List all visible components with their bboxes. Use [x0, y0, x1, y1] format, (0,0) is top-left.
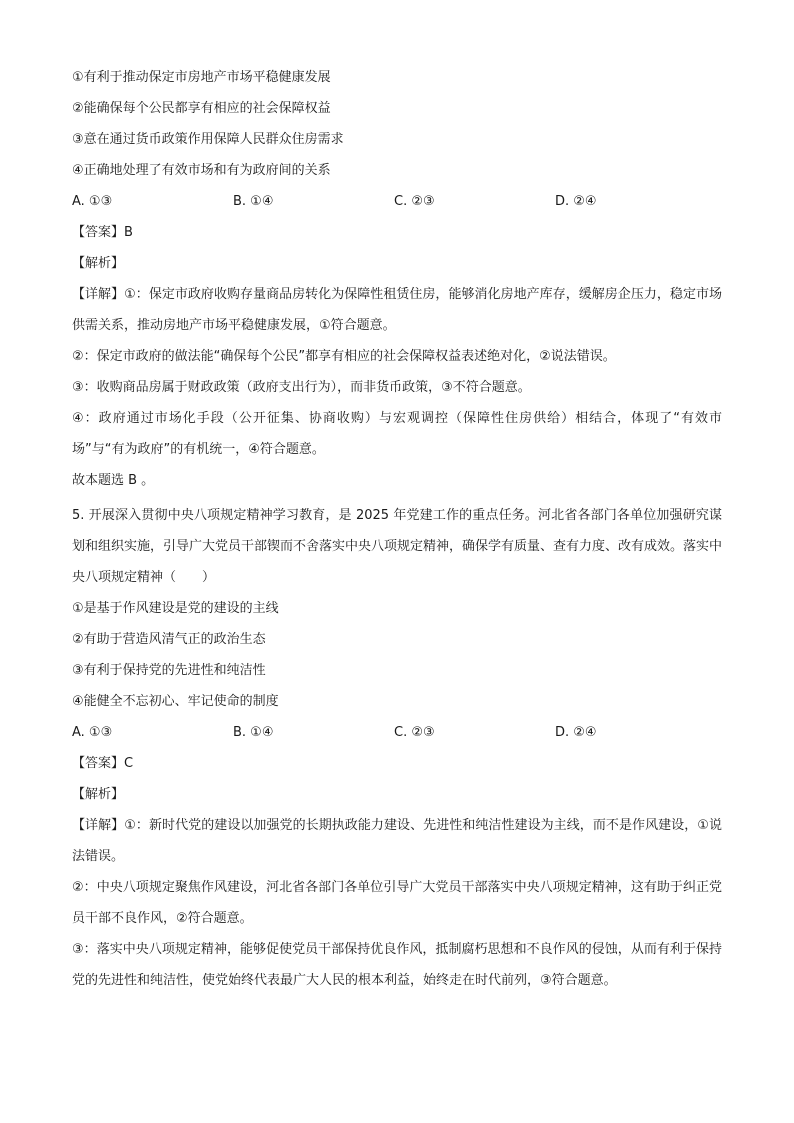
- q4-detail-2: ②：保定市政府的做法能“确保每个公民”都享有相应的社会保障权益表述绝对化，②说法错误。: [72, 349, 616, 364]
- q4-detail-4: ④：政府通过市场化手段（公开征集、协商收购）与宏观调控（保障性住房供给）相结合，体现了“有效市场”与“有为政府”的有机统一，④符合题意。: [72, 411, 722, 457]
- q5-statement-4: ④能健全不忘初心、牢记使命的制度: [72, 694, 279, 709]
- q5-statement-3: ③有利于保持党的先进性和纯洁性: [72, 663, 266, 678]
- q5-analysis-label: 【解析】: [72, 787, 125, 802]
- document-page: [72, 62, 722, 996]
- q5-stem: 5. 开展深入贯彻中央八项规定精神学习教育，是 2025 年党建工作的重点任务。河北省各部门各单位加强研究谋划和组织实施，引导广大党员干部锲而不舍落实中央八项规定精神，确保学有质量、查有力度、改有成效。落实中央八项规定精神（ ）: [72, 508, 723, 585]
- q4-detail-1: 【详解】①：保定市政府收购存量商品房转化为保障性租赁住房，能够消化房地产库存，缓解房企压力，稳定市场供需关系，推动房地产市场平稳健康发展，①符合题意。: [72, 287, 722, 333]
- q4-option-c: C. ②③: [394, 194, 435, 209]
- q5-option-a: A. ①③: [72, 725, 113, 740]
- q4-detail-3: ③：收购商品房属于财政政策（政府支出行为），而非货币政策，③不符合题意。: [72, 380, 531, 395]
- q4-statement-4: ④正确地处理了有效市场和有为政府间的关系: [72, 163, 331, 178]
- q4-statement-3: ③意在通过货币政策作用保障人民群众住房需求: [72, 132, 344, 147]
- q4-option-a: A. ①③: [72, 194, 113, 209]
- q4-option-b: B. ①④: [233, 194, 274, 209]
- q5-answer: 【答案】C: [72, 756, 134, 771]
- q5-option-c: C. ②③: [394, 725, 435, 740]
- q4-statement-2: ②能确保每个公民都享有相应的社会保障权益: [72, 101, 331, 116]
- q4-conclusion: 故本题选 B 。: [72, 473, 155, 488]
- q5-statement-2: ②有助于营造风清气正的政治生态: [72, 632, 266, 647]
- q5-section: [72, 500, 722, 996]
- q4-options: [72, 186, 722, 217]
- q4-analysis-label: 【解析】: [72, 256, 125, 271]
- q5-detail-1: 【详解】①：新时代党的建设以加强党的长期执政能力建设、先进性和纯洁性建设为主线，而不是作风建设，①说法错误。: [72, 818, 722, 864]
- q4-option-d: D. ②④: [555, 194, 597, 209]
- q5-detail-3: ③：落实中央八项规定精神，能够促使党员干部保持优良作风，抵制腐朽思想和不良作风的侵蚀，从而有利于保持党的先进性和纯洁性，使党始终代表最广大人民的根本利益，始终走在时代前列，③符合题意。: [72, 942, 722, 988]
- q5-detail-2: ②：中央八项规定聚焦作风建设，河北省各部门各单位引导广大党员干部落实中央八项规定精神，这有助于纠正党员干部不良作风，②符合题意。: [72, 880, 722, 926]
- q5-options: [72, 717, 722, 748]
- q5-statement-1: ①是基于作风建设是党的建设的主线: [72, 601, 279, 616]
- q5-option-b: B. ①④: [233, 725, 274, 740]
- q4-section: [72, 62, 722, 496]
- q4-statement-1: ①有利于推动保定市房地产市场平稳健康发展: [72, 70, 331, 85]
- q5-option-d: D. ②④: [555, 725, 597, 740]
- q4-answer: 【答案】B: [72, 225, 133, 240]
